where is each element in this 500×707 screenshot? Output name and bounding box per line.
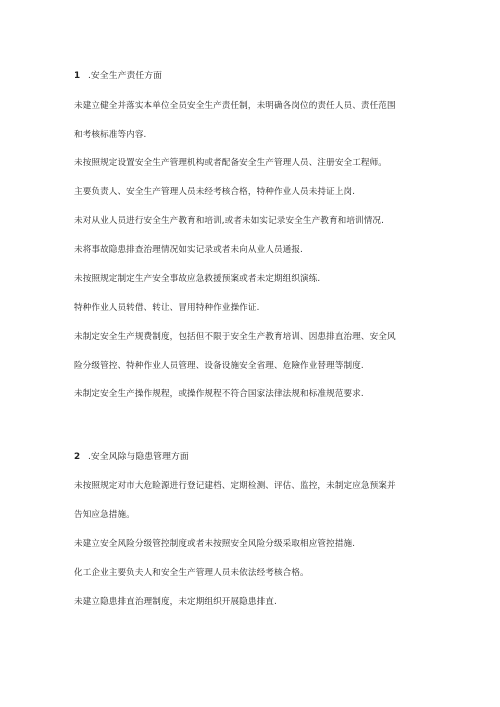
text-line: 未建立健全并落实本单位全员安全生产责任制，未明确各岗位的责任人员、责任范围 bbox=[74, 101, 396, 111]
text-line: 特种作业人员转借、转让、冒用特种作业操作证. bbox=[74, 303, 260, 313]
text-line: 险分级管控、特种作业人员管理、设备设施安全省理、危險作业替理等制度. bbox=[74, 361, 364, 371]
text-line: 未制定安全生产规费制度，包括但不限于安全生产教育培训、因患排直治理、安全风 bbox=[74, 332, 396, 342]
text-line: 未按照规定对市大危睑源进行登记建档、定期检测、评估、监控，未制定应急预案并 bbox=[74, 481, 396, 491]
text-line: 化工企业主要负夫人和安全生产管理人员未依法经考核合格。 bbox=[74, 568, 309, 578]
text-line: 未建立安全风险分级管控制度或者未按照安全风险分级采取相应管控措施. bbox=[74, 539, 356, 549]
section-heading-1 bbox=[74, 70, 162, 82]
text-line: 未按照规定制定生产安全事故应急救援预案或者未定期组织演练. bbox=[74, 274, 321, 284]
text-line: 未制定安全生产操作规程，或操作规程不符合国家法律法规和标准规范要求. bbox=[74, 389, 364, 399]
text-line: 未将事故隐患排查治理情况如实记录或者未向从业人员通报. bbox=[74, 245, 303, 255]
section-title: .安全生产责任方面 bbox=[88, 71, 163, 81]
text-line: 告知应急措施。 bbox=[74, 510, 135, 520]
section-number: 1 bbox=[74, 71, 81, 81]
section-title: .安全风除与隐患管理方面 bbox=[88, 452, 189, 462]
text-line: 未建立隐患排直治理制度，未定期组织开展隐患排直. bbox=[74, 597, 277, 607]
text-line: 主要负责人、安全生产管理人员未经考核合格，特种作业人员未持证上岗. bbox=[74, 187, 356, 197]
text-line: 和考核标准等内容. bbox=[74, 130, 147, 140]
text-line: 未按照规定设置安全生产管理机构或者配备安全生产管理人员、注册安全工程师。 bbox=[74, 158, 387, 168]
section-heading-2 bbox=[74, 451, 189, 463]
text-line: 未对从业人员进行安全生产教育和培训,或者未如实记录安全生产教育和培训情况. bbox=[74, 216, 384, 226]
section-number: 2 bbox=[74, 452, 81, 462]
